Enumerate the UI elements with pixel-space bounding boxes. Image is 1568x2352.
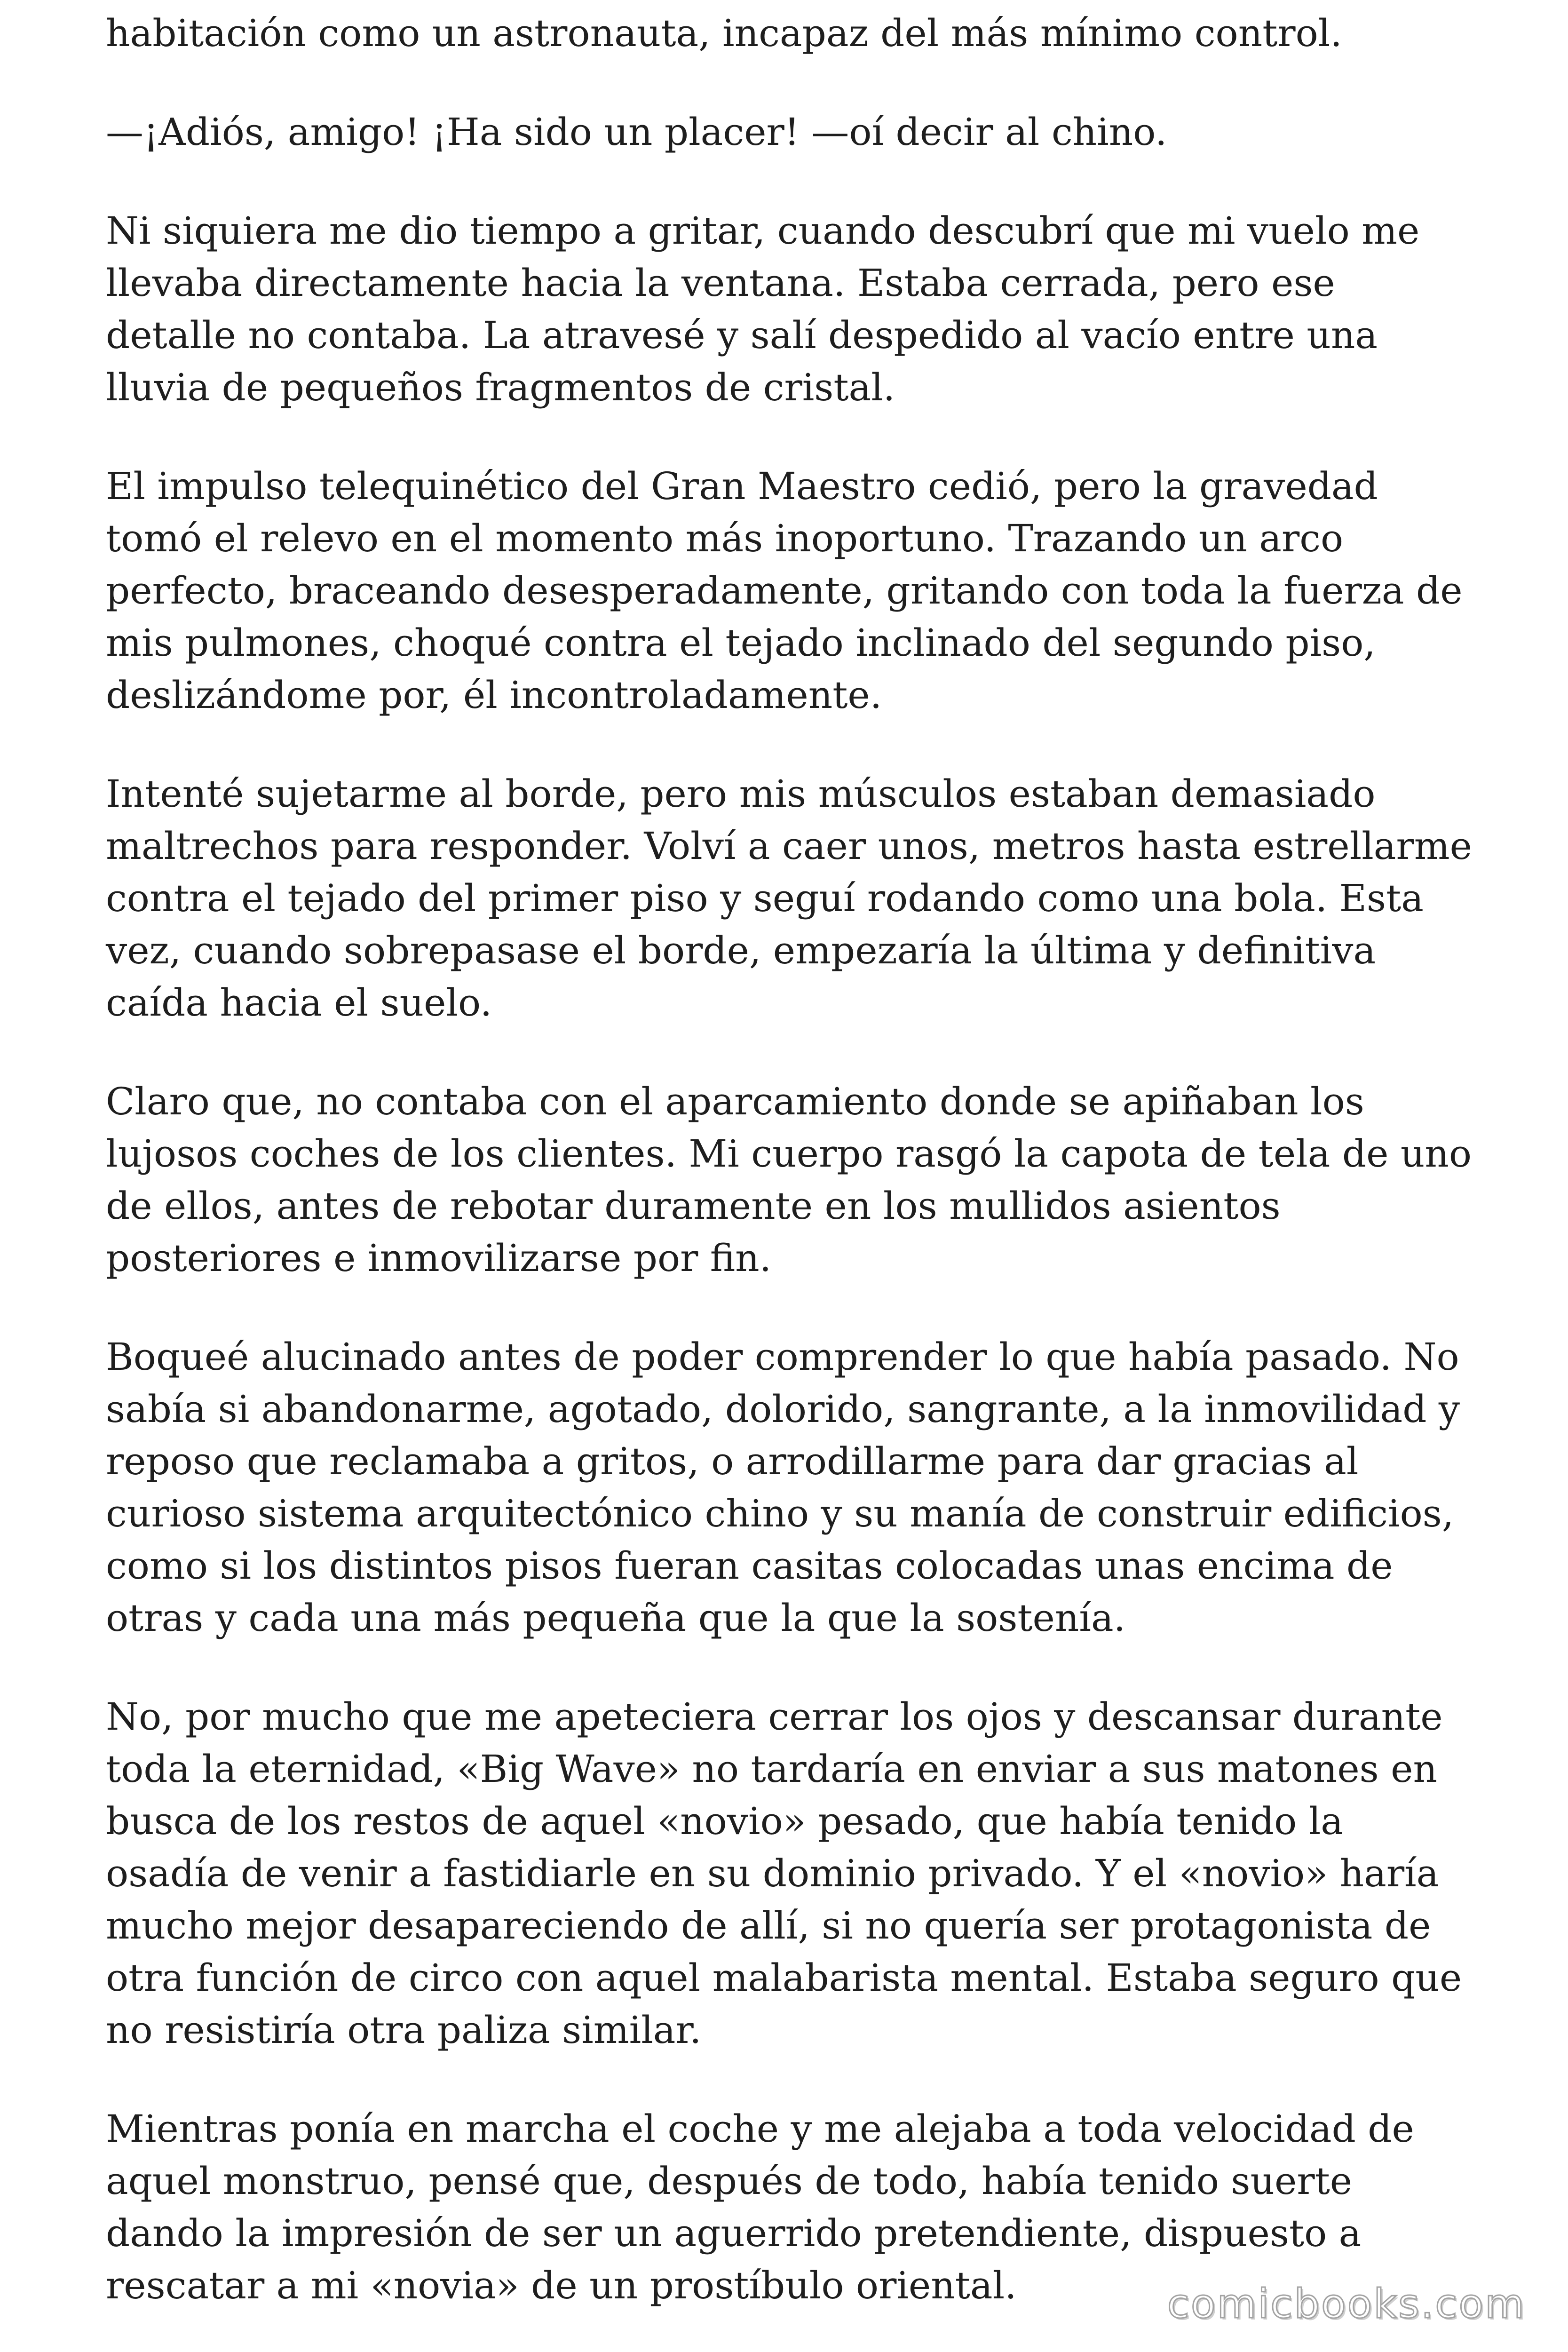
watermark: comicbooks.com — [1167, 2280, 1526, 2328]
paragraph: Boqueé alucinado antes de poder comprender lo que había pasado. No sabía si abandonarme, agotado, dolorido, sangrante, a la inmovilidad y reposo que reclamaba a gritos, o arrodillarme para dar gracias al curioso sistema arquitectónico chino y su manía de construir edificios, como si los distintos pisos fueran casitas colocadas unas encima de otras y cada una más pequeña que la que la sostenía. — [106, 1335, 1460, 1640]
paragraph: habitación como un astronauta, incapaz del más mínimo control. — [106, 11, 1342, 55]
paragraph: No, por mucho que me apeteciera cerrar los ojos y descansar durante toda la eternidad, «Big Wave» no tardaría en enviar a sus matones en busca de los restos de aquel «novio» pesado, que había tenido la osadía de venir a fastidiarle en su dominio privado. Y el «novio» haría mucho mejor desapareciendo de allí, si no quería ser protagonista de otra función de circo con aquel malabarista mental. Estaba seguro que no resistiría otra paliza similar. — [106, 1695, 1462, 2052]
paragraph: Intenté sujetarme al borde, pero mis músculos estaban demasiado maltrechos para responder. Volví a caer unos, metros hasta estrellarme contra el tejado del primer piso y seguí rodando como una bola. Esta vez, cuando sobrepasase el borde, empezaría la última y definitiva caída hacia el suelo. — [106, 772, 1472, 1025]
paragraph: Claro que, no contaba con el aparcamiento donde se apiñaban los lujosos coches de los clientes. Mi cuerpo rasgó la capota de tela de uno de ellos, antes de rebotar duramente en los mullidos asientos posteriores e inmovilizarse por fin. — [106, 1080, 1472, 1280]
paragraph: —¡Adiós, amigo! ¡Ha sido un placer! —oí decir al chino. — [106, 110, 1167, 154]
text-column — [106, 7, 1474, 2352]
paragraph: El impulso telequinético del Gran Maestro cedió, pero la gravedad tomó el relevo en el momento más inoportuno. Trazando un arco perfecto, braceando desesperadamente, gritando con toda la fuerza de mis pulmones, choqué contra el tejado inclinado del segundo piso, deslizándome por, él incontroladamente. — [106, 464, 1463, 717]
paragraph: Mientras ponía en marcha el coche y me alejaba a toda velocidad de aquel monstruo, pensé que, después de todo, había tenido suerte dando la impresión de ser un aguerrido pretendiente, dispuesto a rescatar a mi «novia» de un prostíbulo oriental. — [106, 2107, 1414, 2307]
paragraph: Ni siquiera me dio tiempo a gritar, cuando descubrí que mi vuelo me llevaba directamente hacia la ventana. Estaba cerrada, pero ese detalle no contaba. La atravesé y salí despedido al vacío entre una lluvia de pequeños fragmentos de cristal. — [106, 209, 1420, 409]
